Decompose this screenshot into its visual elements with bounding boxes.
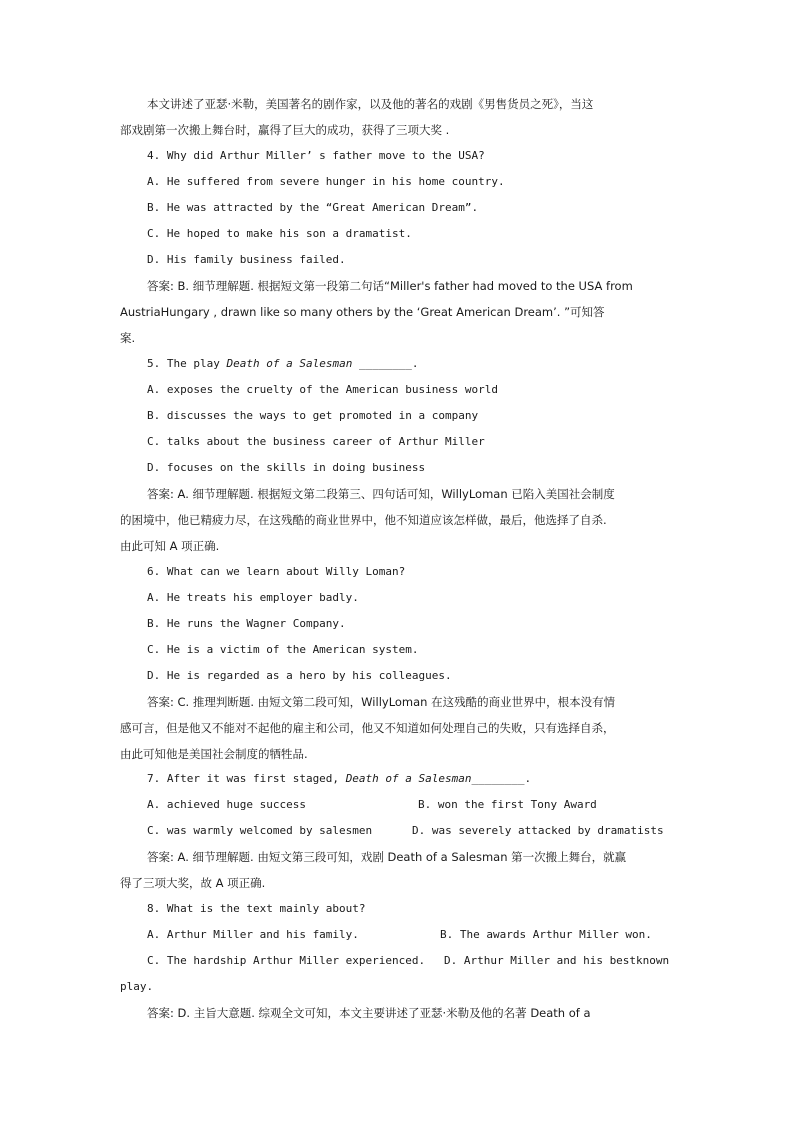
question-5-play-title: Death of a Salesman — [226, 357, 353, 370]
question-5-stem-prefix: 5. The play — [147, 357, 227, 370]
question-5-option-d: D. focuses on the skills in doing business — [147, 461, 426, 474]
question-8-option-b: B. The awards Arthur Miller won. — [440, 928, 652, 941]
question-7-play-title: Death of a Salesman — [345, 772, 472, 785]
question-7-option-c: C. was warmly welcomed by salesmen — [147, 824, 373, 837]
question-5-option-c: C. talks about the business career of Arthur Miller — [147, 435, 485, 448]
question-4-option-a: A. He suffered from severe hunger in his home country. — [147, 175, 505, 188]
question-7-answer-line-1: 答案: A. 细节理解题. 由短文第三段可知，戏剧 Death of a Salesman 第一次搬上舞台，就赢 — [147, 850, 627, 864]
question-6-option-a: A. He treats his employer badly. — [147, 591, 359, 604]
question-7-option-d: D. was severely attacked by dramatists — [412, 824, 664, 837]
question-5-answer-line-2: 的困境中，他已精疲力尽，在这残酷的商业世界中，他不知道应该怎样做，最后，他选择了自杀. — [120, 513, 607, 527]
question-8-option-d: D. Arthur Miller and his bestknown — [444, 954, 670, 967]
question-4-option-b: B. He was attracted by the “Great American Dream”. — [147, 201, 479, 214]
question-4-answer-line-1: 答案: B. 细节理解题. 根据短文第一段第二句话“Miller's father had moved to the USA from — [147, 279, 633, 293]
question-8-option-c: C. The hardship Arthur Miller experienced. — [147, 954, 426, 967]
question-4-option-c: C. He hoped to make his son a dramatist. — [147, 227, 412, 240]
question-4-option-d: D. His family business failed. — [147, 253, 346, 266]
question-8-stem: 8. What is the text mainly about? — [147, 902, 366, 915]
question-6-answer-line-3: 由此可知他是美国社会制度的牺牲品. — [120, 747, 308, 761]
question-7-option-a: A. achieved huge success — [147, 798, 306, 811]
question-8-option-d-continued: play. — [120, 980, 154, 993]
question-7-stem-prefix: 7. After it was first staged, — [147, 772, 346, 785]
question-5-option-a: A. exposes the cruelty of the American business world — [147, 383, 498, 396]
question-7-option-b: B. won the first Tony Award — [418, 798, 597, 811]
intro-line-1: 本文讲述了亚瑟·米勒，美国著名的剧作家，以及他的著名的戏剧《男售货员之死》，当这 — [147, 97, 594, 111]
question-4-stem: 4. Why did Arthur Miller’ s father move to the USA? — [147, 149, 485, 162]
question-8-answer-line-1: 答案: D. 主旨大意题. 综观全文可知，本文主要讲述了亚瑟·米勒及他的名著 Death of a — [147, 1006, 591, 1020]
question-8-option-a: A. Arthur Miller and his family. — [147, 928, 359, 941]
question-4-answer-line-3: 案. — [120, 331, 136, 345]
question-7-stem-blank: ________. — [471, 772, 532, 785]
question-7-stem — [147, 771, 531, 787]
question-6-option-b: B. He runs the Wagner Company. — [147, 617, 346, 630]
question-6-option-d: D. He is regarded as a hero by his colleagues. — [147, 669, 452, 682]
question-6-answer-line-2: 感可言，但是他又不能对不起他的雇主和公司，他又不知道如何处理自己的失败，只有选择自杀， — [120, 721, 615, 735]
question-5-stem — [147, 356, 419, 372]
question-5-answer-line-3: 由此可知 A 项正确. — [120, 539, 220, 553]
intro-line-2: 部戏剧第一次搬上舞台时，赢得了巨大的成功，获得了三项大奖 . — [120, 123, 450, 137]
question-5-answer-line-1: 答案: A. 细节理解题. 根据短文第二段第三、四句话可知，WillyLoman 已陷入美国社会制度 — [147, 487, 615, 501]
question-7-answer-line-2: 得了三项大奖，故 A 项正确. — [120, 876, 266, 890]
question-5-stem-blank: ________. — [352, 357, 419, 370]
question-6-option-c: C. He is a victim of the American system. — [147, 643, 419, 656]
question-5-option-b: B. discusses the ways to get promoted in a company — [147, 409, 479, 422]
question-4-answer-line-2: AustriaHungary , drawn like so many others by the ‘Great American Dream’. ”可知答 — [120, 305, 605, 319]
question-6-stem: 6. What can we learn about Willy Loman? — [147, 565, 406, 578]
question-6-answer-line-1: 答案: C. 推理判断题. 由短文第二段可知，WillyLoman 在这残酷的商业世界中，根本没有情 — [147, 695, 616, 709]
